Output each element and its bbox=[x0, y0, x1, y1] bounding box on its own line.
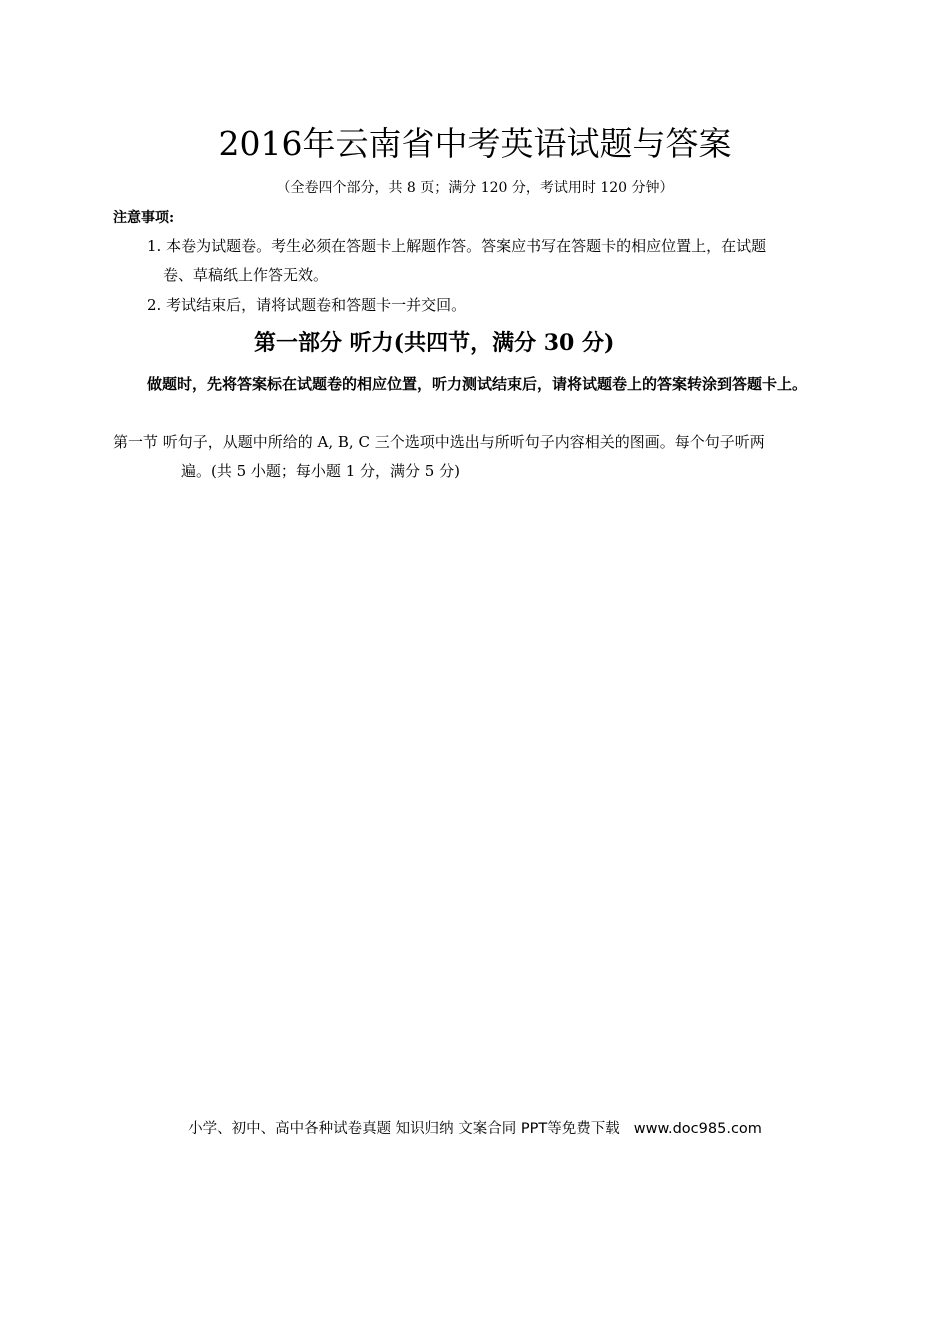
document-title: 2016年云南省中考英语试题与答案 bbox=[218, 124, 732, 163]
section1-line2: 遍。(共 5 小题；每小题 1 分，满分 5 分) bbox=[181, 462, 460, 480]
footer-text: 小学、初中、高中各种试卷真题 知识归纳 文案合同 PPT等免费下载 bbox=[188, 1121, 620, 1137]
section1-line1: 第一节 听句子，从题中所给的 A, B, C 三个选项中选出与所听句子内容相关的图画。每个句子听两 bbox=[113, 433, 765, 451]
notice-item-2 bbox=[147, 291, 837, 320]
notice-heading: 注意事项: bbox=[113, 210, 175, 226]
footer bbox=[0, 1117, 950, 1138]
notice-item-1-line2: 卷、草稿纸上作答无效。 bbox=[163, 266, 329, 284]
section1-description bbox=[113, 428, 837, 486]
notice-item-2-line1: 2. 考试结束后，请将试题卷和答题卡一并交回。 bbox=[147, 296, 467, 314]
notice-item-1-line1: 1. 本卷为试题卷。考生必须在答题卡上解题作答。答案应书写在答题卡的相应位置上，在试题 bbox=[147, 237, 767, 255]
part1-instruction: 做题时，先将答案标在试题卷的相应位置，听力测试结束后，请将试题卷上的答案转涂到答题卡上。 bbox=[147, 375, 808, 393]
footer-url[interactable]: www.doc985.com bbox=[633, 1121, 762, 1137]
notice-item-1 bbox=[147, 232, 837, 290]
part1-title: 第一部分 听力(共四节，满分 30 分) bbox=[254, 330, 615, 356]
document-subtitle: （全卷四个部分，共 8 页；满分 120 分，考试用时 120 分钟） bbox=[276, 180, 674, 196]
